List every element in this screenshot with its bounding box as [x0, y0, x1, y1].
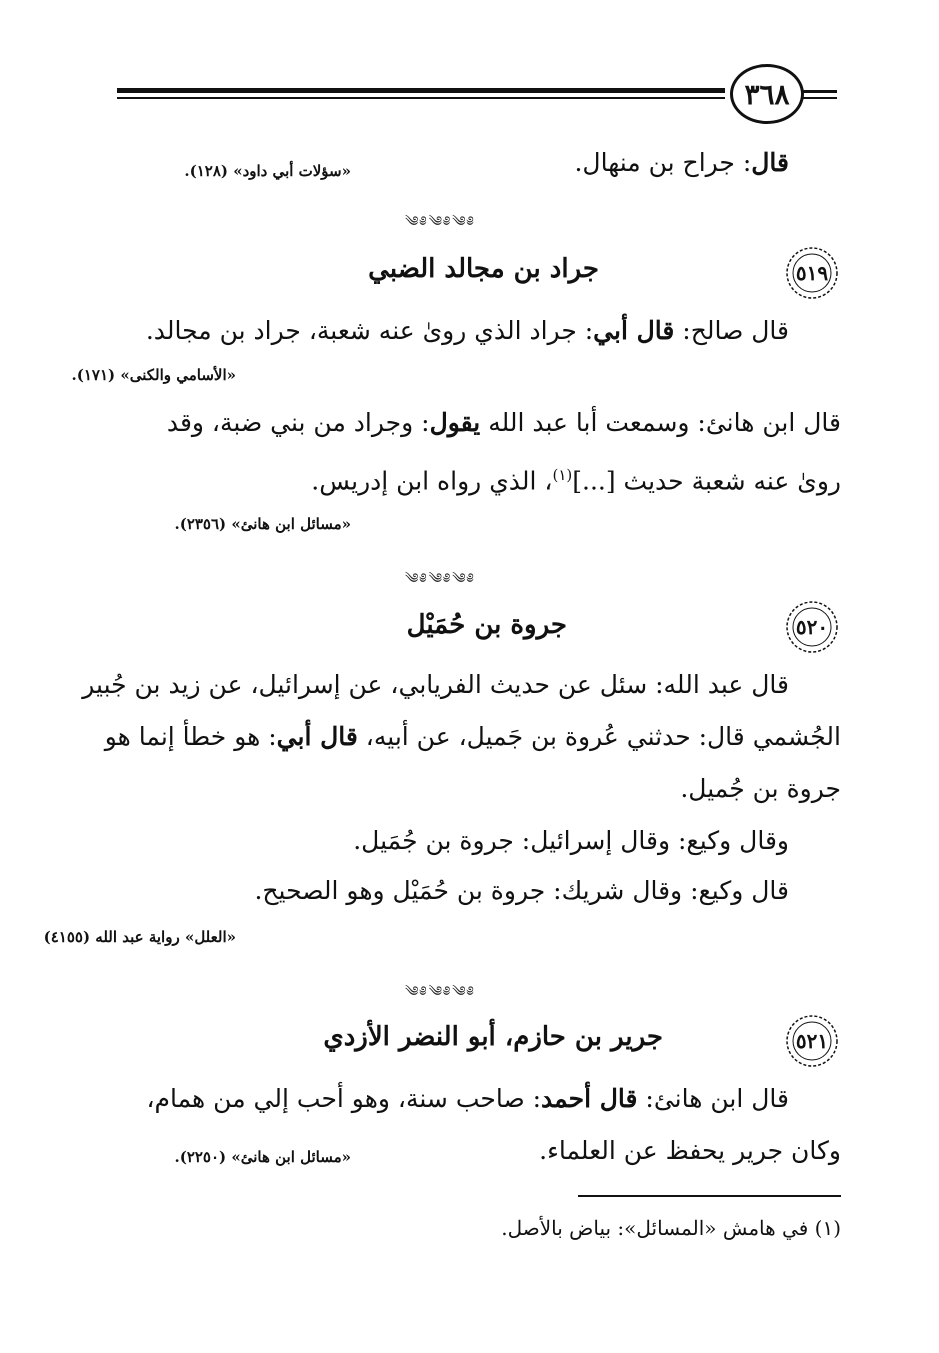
footnote: (١) في هامش «المسائل»: بياض بالأصل. — [501, 1216, 841, 1240]
top-line-text: : جراح بن منهال. — [574, 148, 752, 177]
bold-span: قال أبي — [593, 316, 675, 345]
entry-line: جروة بن جُميل. — [680, 774, 841, 803]
entry-number: ٥٢٠ — [795, 615, 829, 639]
bold-span: قال أحمد — [541, 1084, 638, 1113]
text-span: روىٰ عنه شعبة حديث [...] — [572, 466, 841, 496]
top-line-label: قال — [751, 148, 789, 177]
entry-number-badge — [783, 1012, 841, 1070]
text-span: : جراد الذي روىٰ عنه شعبة، جراد بن مجالد. — [145, 316, 594, 345]
text-span: : هو خطأ إنما هو — [104, 722, 277, 751]
entry-line — [146, 1076, 789, 1122]
top-line-source: «سؤلات أبي داود» (١٢٨). — [184, 162, 351, 180]
text-span: الجُشمي قال: حدثني عُروة بن جَميل، عن أبيه، — [357, 722, 841, 751]
entry-line: قال وكيع: وقال شريك: جروة بن حُمَيْل وهو الصحيح. — [254, 876, 789, 905]
entry-number: ٥١٩ — [795, 261, 829, 285]
entry-source: «مسائل ابن هانئ» (٢٢٥٠). — [174, 1148, 351, 1166]
bold-span: يقول — [429, 408, 481, 437]
entry-source: «مسائل ابن هانئ» (٢٣٥٦). — [174, 515, 351, 533]
entry-source: «الأسامي والكنى» (١٧١). — [71, 366, 236, 384]
entry-title: جراد بن مجالد الضبي — [368, 254, 599, 284]
footnote-marker: (١) — [552, 466, 573, 484]
entry-line — [311, 452, 841, 504]
top-line — [574, 140, 789, 186]
entry-line — [105, 714, 841, 760]
header-rule-thin — [117, 97, 725, 99]
text-span: قال ابن هانئ: وسمعت أبا عبد الله — [480, 408, 841, 437]
header-rule-thick — [117, 88, 725, 93]
entry-title: جروة بن حُمَيْل — [406, 610, 567, 640]
text-span: : صاحب سنة، وهو أحب إلي من همام، — [146, 1084, 542, 1113]
bold-span: قال أبي — [276, 722, 358, 751]
entry-line: قال عبد الله: سئل عن حديث الفريابي، عن إسرائيل، عن زيد بن جُبير — [82, 670, 789, 699]
divider-ornament: ༄༅༄༅༄༅ — [405, 214, 476, 230]
entry-number: ٥٢١ — [795, 1029, 829, 1053]
entry-line: وكان جرير يحفظ عن العلماء. — [539, 1136, 841, 1165]
entry-line — [146, 308, 789, 354]
entry-title: جرير بن حازم، أبو النضر الأزدي — [323, 1022, 663, 1052]
page-number: ٣٦٨ — [730, 64, 804, 124]
header-rule-right-thick — [803, 90, 837, 93]
divider-ornament: ༄༅༄༅༄༅ — [405, 571, 476, 587]
header-rule-right-thin — [803, 97, 837, 99]
entry-number-badge — [783, 598, 841, 656]
text-span: قال صالح: — [674, 316, 789, 345]
entry-line — [167, 400, 841, 446]
entry-source: «العلل» رواية عبد الله (٤١٥٥) — [43, 928, 236, 946]
text-span: ، الذي رواه ابن إدريس. — [311, 466, 553, 496]
entry-line: وقال وكيع: وقال إسرائيل: جروة بن جُمَيل. — [353, 826, 789, 855]
divider-ornament: ༄༅༄༅༄༅ — [405, 984, 476, 1000]
text-span: : وجراد من بني ضبة، وقد — [166, 408, 430, 437]
entry-number-badge — [783, 244, 841, 302]
footnote-rule — [578, 1195, 841, 1197]
text-span: قال ابن هانئ: — [637, 1084, 789, 1113]
